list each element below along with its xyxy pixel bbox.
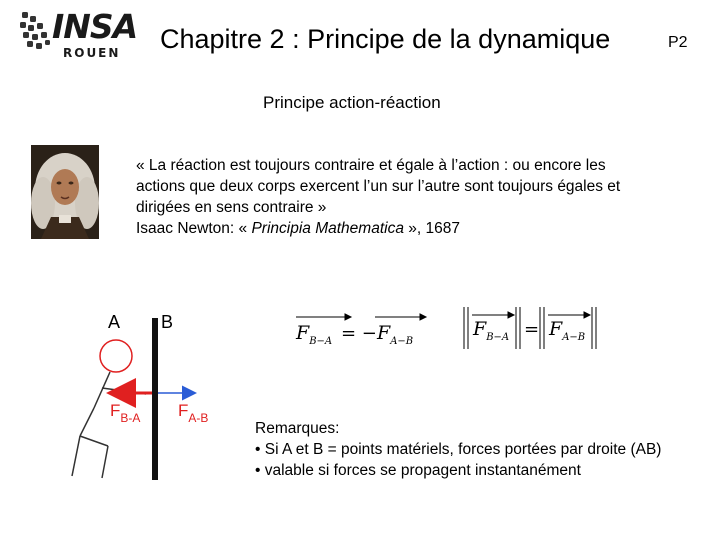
logo-rouen-text: ROUEN [63,46,121,60]
force-ab-letter: F [178,401,189,420]
norm-equation [462,303,602,355]
newton-portrait-image [31,145,99,239]
eq1-rhs-subscript: A−B [390,336,414,347]
attribution-prefix: Isaac Newton: « [136,220,252,237]
newton-quote [136,155,696,239]
eq1-lhs-letter: F [296,322,310,344]
eq2-operator: = [524,319,540,340]
eq2-rhs-subscript: A−B [562,332,586,343]
slide-title: Chapitre 2 : Principe de la dynamique [160,24,611,54]
work-title: Principia Mathematica [251,220,404,237]
remark-item: • valable si forces se propagent instantanément [255,462,581,479]
insa-rouen-logo [18,6,138,64]
eq2-lhs-letter: F [473,318,487,340]
force-label-ab [178,401,208,425]
eq1-lhs [295,322,332,347]
label-a: A [108,312,121,332]
force-ba-letter: F [110,401,121,420]
eq1-rhs-letter: F [377,322,391,344]
force-ba-subscript: B-A [120,411,141,425]
person-head [100,340,132,372]
page-number: P2 [668,34,688,51]
eq2-lhs [472,318,509,343]
logo-dots-icon [18,10,52,54]
section-subtitle: Principe action-réaction [263,93,441,112]
vector-equation [293,303,433,355]
eq2-rhs [548,318,585,343]
person-body [72,372,146,478]
remark-item: • Si A et B = points matériels, forces portées par droite (AB) [255,441,662,458]
action-reaction-figure [30,296,270,486]
quote-line: actions que deux corps exercent l’un sur l’autre sont toujours égales et [136,178,621,195]
eq1-lhs-subscript: B−A [309,336,333,347]
eq1-rhs [376,322,413,347]
force-ab-subscript: A-B [188,411,209,425]
eq2-lhs-subscript: B−A [486,332,510,343]
label-b: B [161,312,174,332]
eq1-operator: = − [341,323,377,344]
eq2-rhs-letter: F [549,318,563,340]
logo-insa-text: INSA [52,7,138,46]
attribution-suffix: », 1687 [403,220,460,237]
remarks-title: Remarques: [255,420,340,437]
quote-attribution [136,218,696,239]
force-label-ba [110,401,140,425]
quote-line: « La réaction est toujours contraire et égale à l’action : ou encore les [136,157,606,174]
remarks-block [255,418,661,481]
wall-b [152,318,158,480]
quote-line: dirigées en sens contraire » [136,199,327,216]
